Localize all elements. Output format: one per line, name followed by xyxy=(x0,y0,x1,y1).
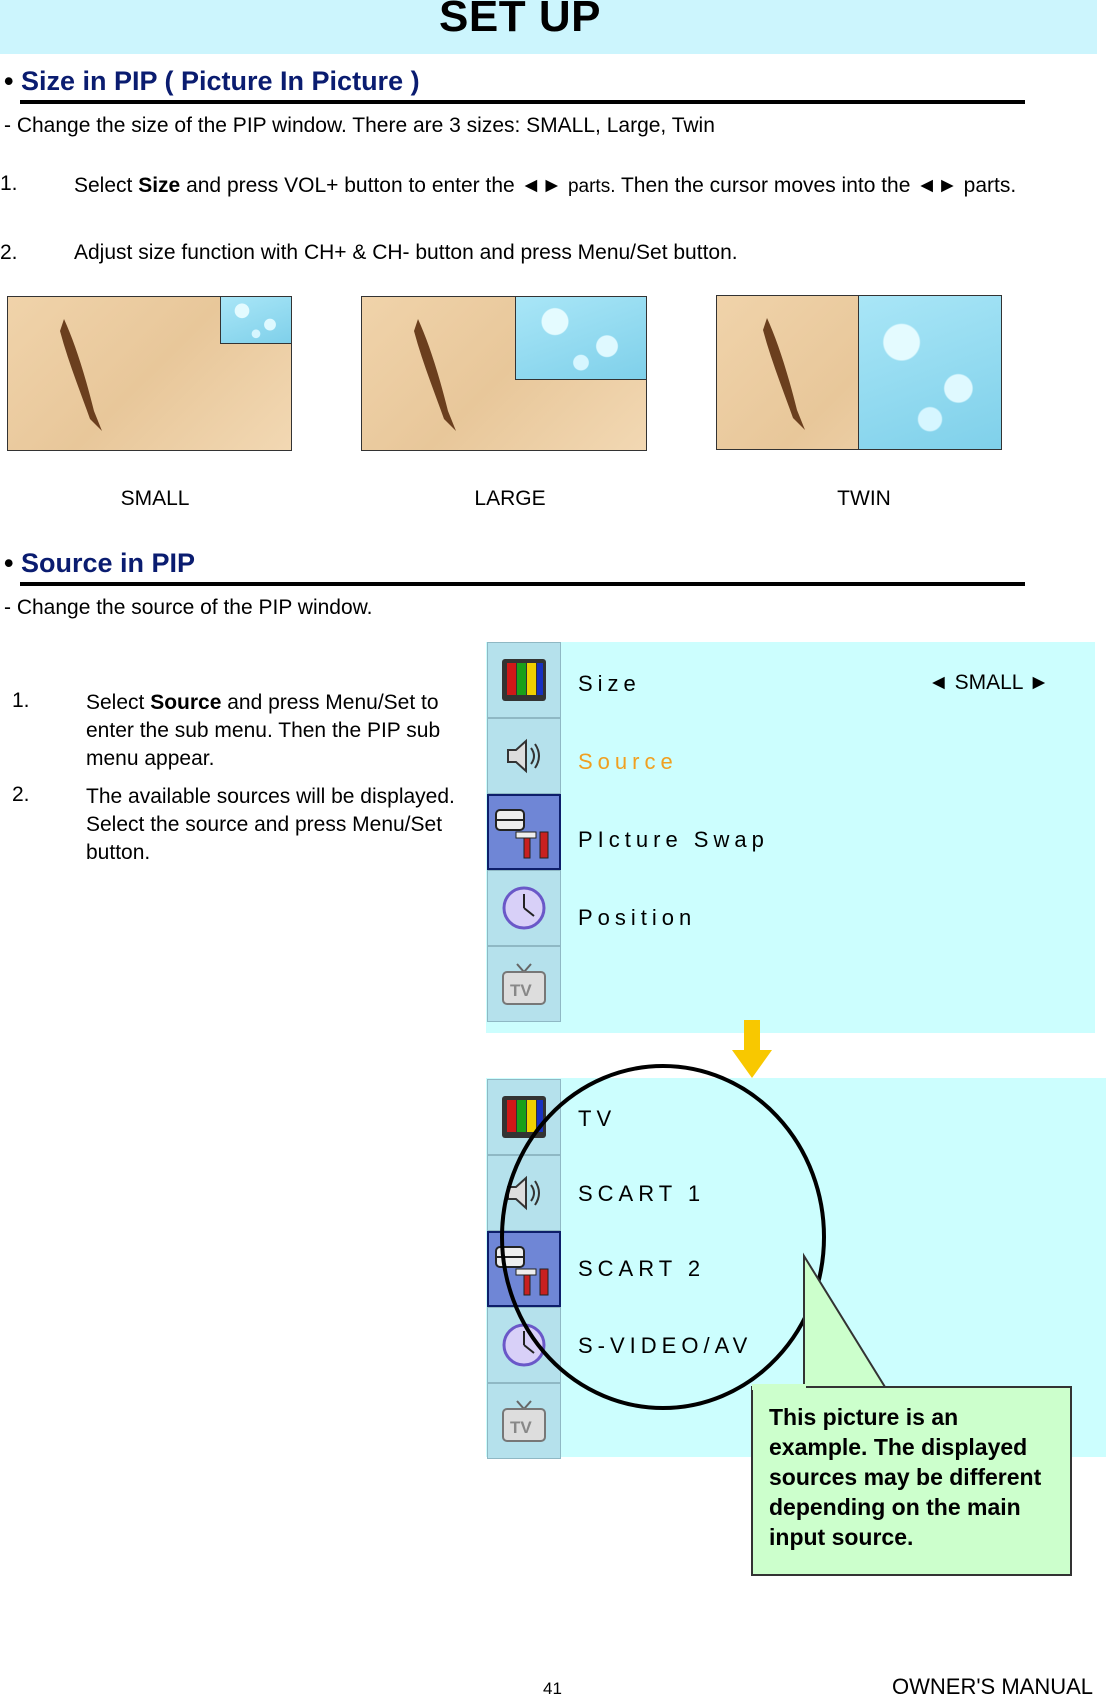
step-bold: Size xyxy=(138,174,181,197)
clock-icon xyxy=(500,884,548,932)
size-heading-text: Size in PIP ( Picture In Picture ) xyxy=(20,66,420,96)
step-text: Select xyxy=(86,691,151,714)
sound-menu-button[interactable] xyxy=(487,718,561,794)
tv-icon xyxy=(499,1397,549,1445)
tv-menu-button[interactable] xyxy=(487,946,561,1022)
toolbox-icon xyxy=(492,1239,556,1299)
tv-icon xyxy=(499,960,549,1008)
picture-menu-button[interactable] xyxy=(487,642,561,718)
menu-item-source[interactable]: Source xyxy=(578,749,678,774)
color-bars-icon xyxy=(500,1094,548,1140)
size-description: - Change the size of the PIP window. There are 3 sizes: SMALL, Large, Twin xyxy=(4,114,715,137)
source-description: - Change the source of the PIP window. xyxy=(4,596,373,619)
step-small: parts. xyxy=(567,176,616,197)
step-text: Select xyxy=(74,174,139,197)
source-item-scart1[interactable]: SCART 1 xyxy=(578,1181,706,1206)
speaker-icon xyxy=(500,1170,548,1216)
source-section-heading xyxy=(4,548,195,579)
source-item-scart2[interactable]: SCART 2 xyxy=(578,1256,706,1281)
time-menu-button[interactable] xyxy=(487,1307,561,1383)
time-menu-button[interactable] xyxy=(487,870,561,946)
svg-text:TV: TV xyxy=(510,981,532,1000)
source-item-svideo-av[interactable]: S-VIDEO/AV xyxy=(578,1333,753,1358)
pip-window-small xyxy=(220,296,292,344)
source-heading-rule xyxy=(20,582,1025,586)
source-heading-text: Source in PIP xyxy=(20,548,196,578)
source-item-tv[interactable]: TV xyxy=(578,1106,617,1131)
pip-large-image xyxy=(361,296,647,451)
pip-window-large xyxy=(515,296,647,380)
size-step-1-num: 1. xyxy=(0,172,18,195)
footer-label: OWNER'S MANUAL xyxy=(892,1674,1093,1699)
menu-item-position[interactable]: Position xyxy=(578,905,697,930)
caption-large: LARGE xyxy=(474,487,546,510)
step-text: and press Menu/Set to enter the sub menu. Then the PIP sub menu appear. xyxy=(86,691,441,770)
clock-icon xyxy=(500,1321,548,1369)
page-number: 41 xyxy=(543,1679,562,1698)
step-bold: Source xyxy=(150,691,222,714)
source-step-2: The available sources will be displayed. Select the source and press Menu/Set button. xyxy=(86,785,455,864)
source-menu-icon-column xyxy=(487,1079,561,1459)
color-bars-icon xyxy=(500,657,548,703)
size-step-2-num: 2. xyxy=(0,241,18,264)
size-value-selector[interactable]: ◄ SMALL ► xyxy=(928,671,1050,694)
size-step-1 xyxy=(74,172,1034,201)
size-heading-rule xyxy=(20,100,1025,104)
fish-fossil-icon xyxy=(747,310,837,440)
pip-menu-icon-column xyxy=(487,642,561,1022)
down-arrow-icon xyxy=(732,1020,772,1080)
menu-item-picture-swap[interactable]: PIcture Swap xyxy=(578,827,769,852)
source-step-2-num: 2. xyxy=(12,783,30,806)
toolbox-icon xyxy=(492,802,556,862)
pip-small-image xyxy=(7,296,292,451)
step-text: and press VOL+ button to enter the ◄► xyxy=(180,174,568,197)
bullet: • xyxy=(4,66,14,96)
setup-menu-button[interactable] xyxy=(487,1231,561,1307)
bullet: • xyxy=(4,548,14,578)
svg-text:TV: TV xyxy=(510,1418,532,1437)
fish-fossil-icon xyxy=(44,311,134,441)
pip-window-twin xyxy=(858,295,1002,450)
step-text: Then the cursor moves into the ◄► parts. xyxy=(615,174,1017,197)
setup-menu-button[interactable] xyxy=(487,794,561,870)
pip-twin-image xyxy=(716,295,1002,450)
source-step-1 xyxy=(86,689,466,773)
title-bar xyxy=(0,0,1097,54)
callout-pointer-join xyxy=(752,1384,806,1390)
fish-fossil-icon xyxy=(398,311,488,441)
caption-small: SMALL xyxy=(120,487,190,510)
source-step-1-num: 1. xyxy=(12,689,30,712)
tv-menu-button[interactable] xyxy=(487,1383,561,1459)
sound-menu-button[interactable] xyxy=(487,1155,561,1231)
picture-menu-button[interactable] xyxy=(487,1079,561,1155)
page-title: SET UP xyxy=(439,0,601,41)
caption-twin: TWIN xyxy=(837,487,891,510)
speaker-icon xyxy=(500,733,548,779)
callout-box: This picture is an example. The displayed sources may be different depending on the main input source. xyxy=(751,1386,1072,1576)
size-section-heading xyxy=(4,66,420,97)
menu-item-size[interactable]: Size xyxy=(578,671,641,696)
size-step-2: Adjust size function with CH+ & CH- button and press Menu/Set button. xyxy=(74,241,738,264)
